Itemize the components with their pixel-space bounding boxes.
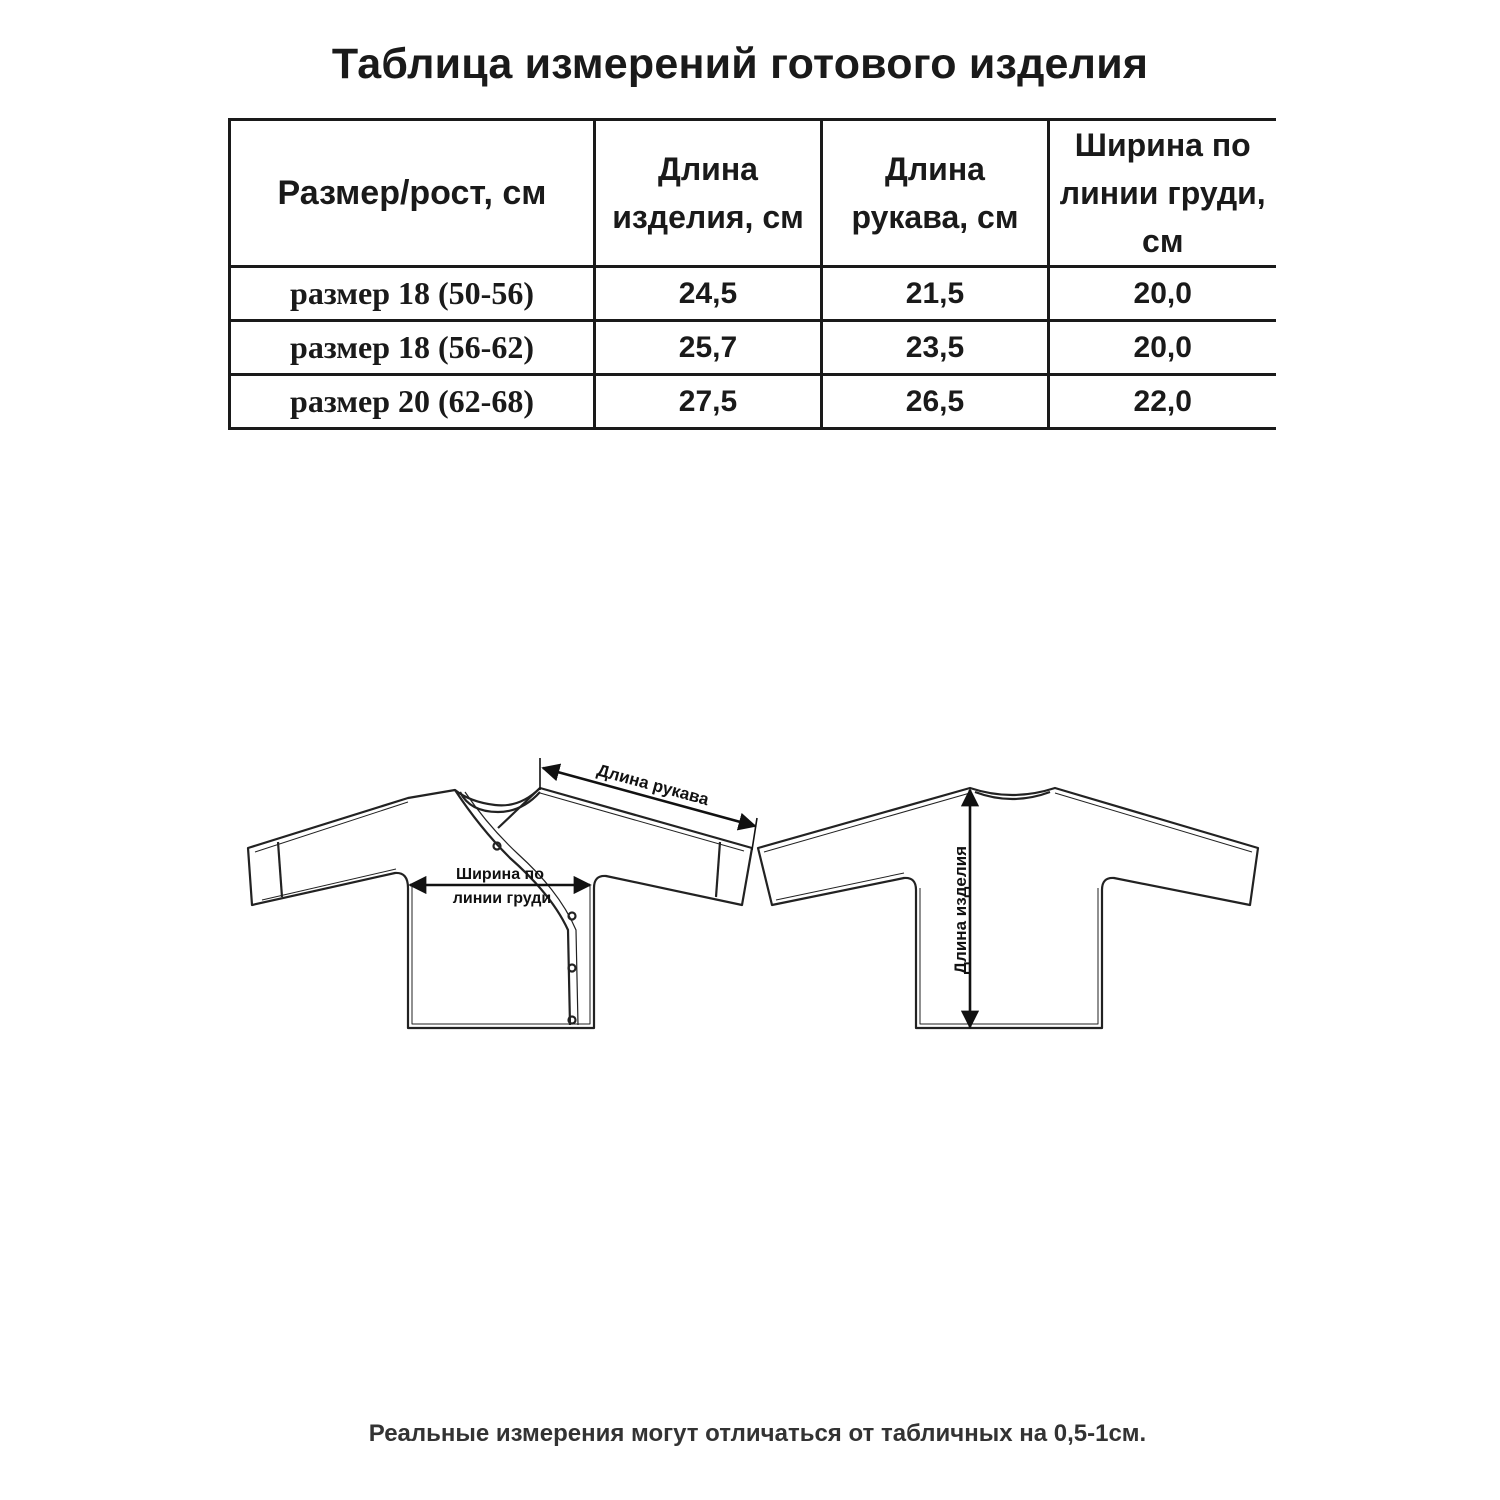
cell-chest-width: 20,0 xyxy=(1049,321,1276,375)
row-size-label: размер 20 (62-68) xyxy=(230,375,595,429)
chest-width-label-line1: Ширина по xyxy=(456,866,544,883)
header-line: Ширина по xyxy=(1074,127,1251,163)
back-view-drawing xyxy=(758,788,1258,1028)
header-line: линии груди, xyxy=(1059,175,1266,211)
front-outline xyxy=(248,788,752,1028)
page-title: Таблица измерений готового изделия xyxy=(331,40,1149,88)
snap-button xyxy=(569,965,576,972)
cell-sleeve-length: 26,5 xyxy=(822,375,1049,429)
row-size-label: размер 18 (56-62) xyxy=(230,321,595,375)
cell-item-length: 24,5 xyxy=(595,267,822,321)
right-cuff-seam xyxy=(716,842,720,897)
header-line: Длина xyxy=(885,151,985,187)
header-line: изделия, см xyxy=(612,199,804,235)
front-collar-band xyxy=(498,788,540,828)
cell-sleeve-length: 21,5 xyxy=(822,267,1049,321)
snap-button xyxy=(569,913,576,920)
item-length-label: Длина изделия xyxy=(951,845,970,975)
header-line: см xyxy=(1142,223,1184,259)
back-outline-seam xyxy=(764,793,1252,1024)
cell-item-length: 27,5 xyxy=(595,375,822,429)
sleeve-length-label: Длина рукава xyxy=(594,760,711,810)
front-view-drawing xyxy=(248,788,752,1028)
snap-button xyxy=(494,843,501,850)
snap-button xyxy=(569,1017,576,1024)
cell-item-length: 25,7 xyxy=(595,321,822,375)
front-wrap-placket xyxy=(452,790,570,1025)
cell-sleeve-length: 23,5 xyxy=(822,321,1049,375)
header-line: рукава, см xyxy=(851,199,1019,235)
chest-width-label-line2: линии груди xyxy=(452,890,552,907)
row-size-label: размер 18 (50-56) xyxy=(230,267,595,321)
footer-note: Реальные измерения могут отличаться от табличных на 0,5-1см. xyxy=(368,1420,1147,1447)
cell-chest-width: 20,0 xyxy=(1049,267,1276,321)
cell-chest-width: 22,0 xyxy=(1049,375,1276,429)
header-size-height-line: Размер/рост, см xyxy=(277,174,547,212)
back-outline xyxy=(758,788,1258,1028)
left-cuff-seam xyxy=(278,842,282,897)
sleeve-extension-line-right xyxy=(752,818,757,850)
header-line: Длина xyxy=(658,151,758,187)
